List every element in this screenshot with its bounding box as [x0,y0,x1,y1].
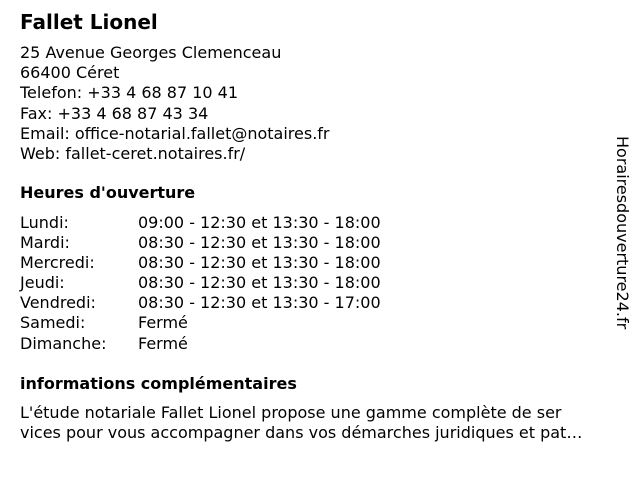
day-label: Samedi: [20,313,86,333]
contact-block [20,43,330,164]
additional-info-text [20,403,632,443]
day-label: Dimanche: [20,333,107,353]
watermark-text: Horairesdouverture24.fr [613,136,632,330]
time-value: 08:30 - 12:30 et 13:30 - 17:00 [138,293,381,313]
day-label: Mercredi: [20,253,95,273]
info-line: L'étude notariale Fallet Lionel propose une gamme complète de ser [20,403,562,422]
day-label: Mardi: [20,233,70,253]
email-address: Email: office-notarial.fallet@notaires.fr [20,123,330,143]
opening-hours-title: Heures d'ouverture [20,183,196,202]
time-value: 08:30 - 12:30 et 13:30 - 18:00 [138,253,381,273]
website-address: Web: fallet-ceret.notaires.fr/ [20,144,246,164]
day-label: Jeudi: [20,273,65,293]
time-value: 08:30 - 12:30 et 13:30 - 18:00 [138,233,381,253]
time-value: Fermé [138,333,188,353]
day-label: Lundi: [20,213,69,232]
business-name: Fallet Lionel [20,10,158,34]
address-city: 66400 Céret [20,63,120,83]
phone-number: Telefon: +33 4 68 87 10 41 [20,83,239,103]
address-street: 25 Avenue Georges Clemenceau [20,43,282,62]
fax-number: Fax: +33 4 68 87 43 34 [20,103,209,123]
time-value: Fermé [138,313,188,333]
info-line: vices pour vous accompagner dans vos démarches juridiques et pat… [20,423,583,443]
site-watermark [612,136,632,341]
additional-info-title: informations complémentaires [20,374,297,393]
time-value: 09:00 - 12:30 et 13:30 - 18:00 [138,213,381,232]
time-value: 08:30 - 12:30 et 13:30 - 18:00 [138,273,381,293]
day-label: Vendredi: [20,293,96,313]
